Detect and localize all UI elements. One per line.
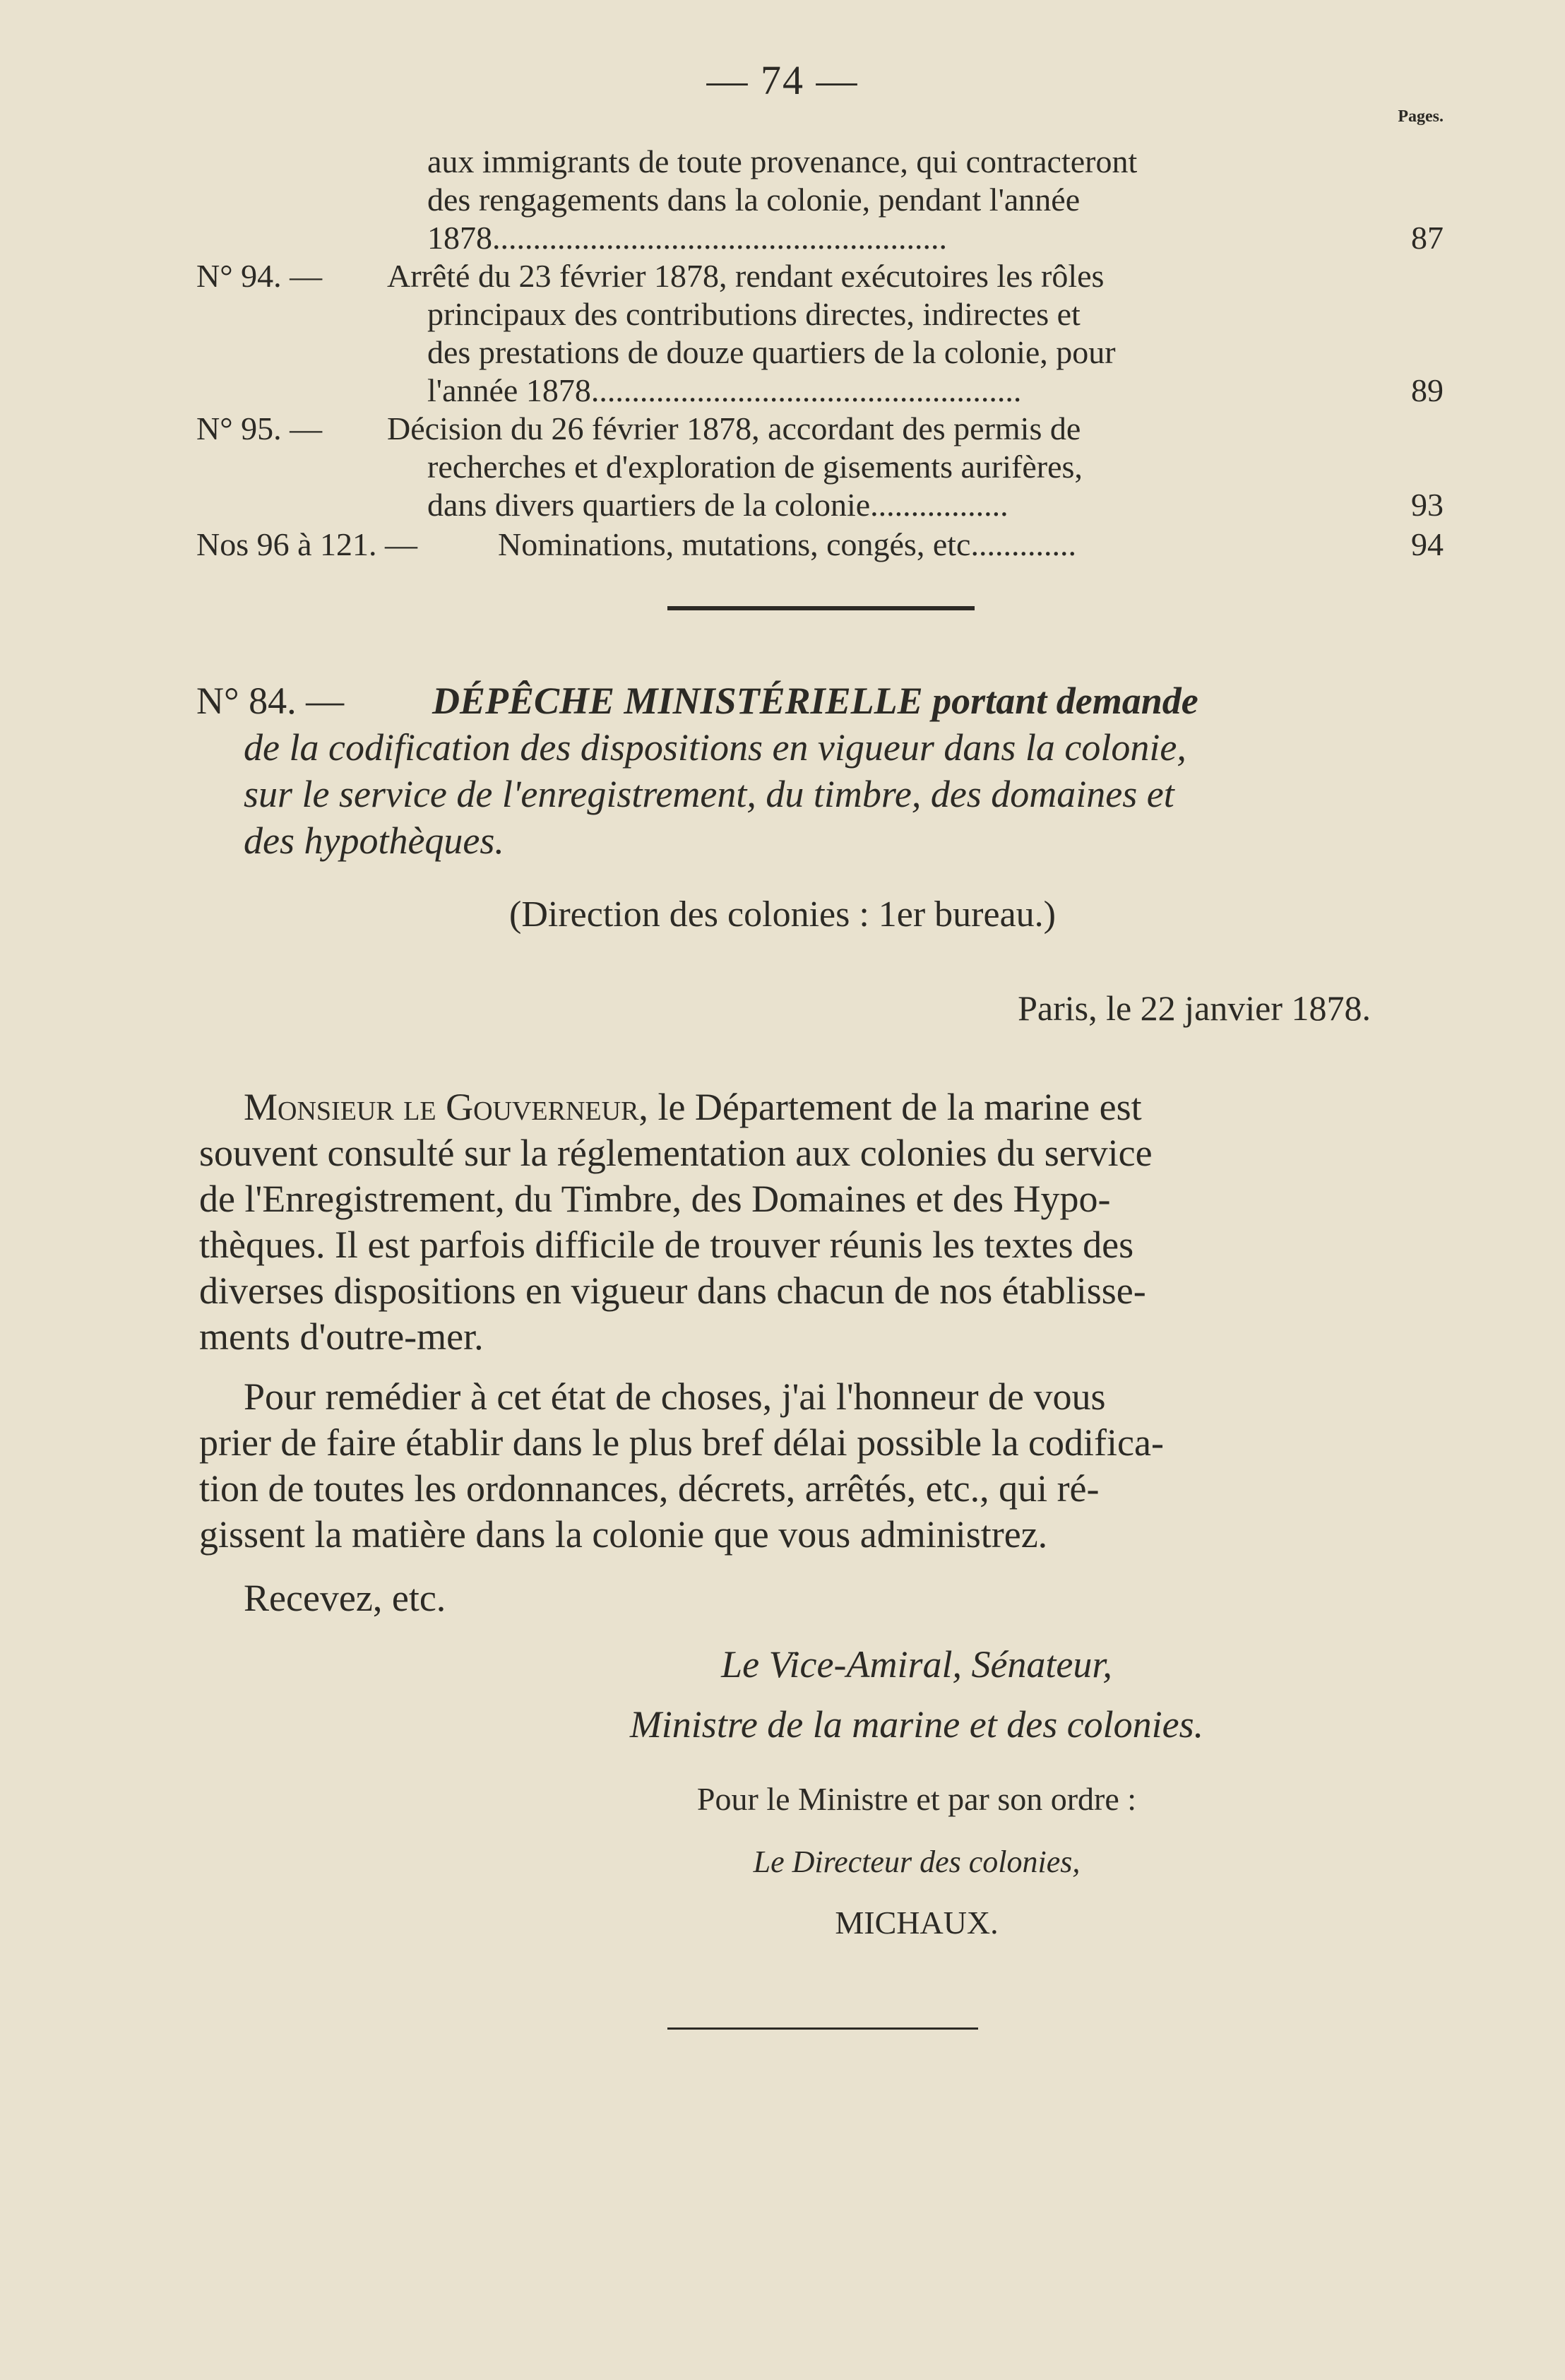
toc-page-ref: 93 bbox=[1411, 487, 1444, 523]
toc-line: Nominations, mutations, congés, etc............. bbox=[498, 526, 1076, 562]
heading-line: DÉPÊCHE MINISTÉRIELLE portant demande bbox=[432, 680, 1198, 722]
toc-line: principaux des contributions directes, indirectes et bbox=[427, 296, 1081, 332]
toc-entry-number: Nos 96 à 121. — bbox=[196, 526, 418, 562]
salutation: Monsieur le Gouverneur, bbox=[244, 1086, 648, 1128]
signature-delegation: Pour le Ministre et par son ordre : bbox=[696, 1781, 1137, 1817]
body-line: le Département de la marine est bbox=[657, 1086, 1142, 1128]
heading-number: N° 84. — bbox=[196, 680, 345, 722]
toc-line: 1878........................................................ bbox=[427, 220, 947, 256]
toc-line: Décision du 26 février 1878, accordant des permis de bbox=[387, 410, 1081, 446]
body-line: thèques. Il est parfois difficile de trouver réunis les textes des bbox=[199, 1224, 1134, 1266]
body-line: Pour remédier à cet état de choses, j'ai l'honneur de vous bbox=[244, 1375, 1106, 1418]
page-number: — 74 — bbox=[706, 57, 859, 103]
signature-role: Le Directeur des colonies, bbox=[753, 1845, 1081, 1879]
toc-line: Arrêté du 23 février 1878, rendant exécutoires les rôles bbox=[387, 258, 1105, 294]
body-line: gissent la matière dans la colonie que vous administrez. bbox=[199, 1513, 1048, 1556]
toc-line: des rengagements dans la colonie, pendant l'année bbox=[427, 182, 1081, 218]
toc-line: l'année 1878..................................................... bbox=[427, 372, 1022, 408]
date-line: Paris, le 22 janvier 1878. bbox=[1018, 988, 1371, 1028]
toc-line: aux immigrants de toute provenance, qui contracteront bbox=[427, 143, 1138, 179]
signature-office: Ministre de la marine et des colonies. bbox=[629, 1703, 1204, 1746]
body-line: souvent consulté sur la réglementation aux colonies du service bbox=[199, 1132, 1153, 1174]
signature-name: MICHAUX. bbox=[835, 1905, 999, 1941]
toc-page-ref: 87 bbox=[1411, 220, 1444, 256]
toc-line: recherches et d'exploration de gisements aurifères, bbox=[427, 449, 1083, 485]
toc-entry-number: N° 95. — bbox=[196, 410, 323, 446]
direction-line: (Direction des colonies : 1er bureau.) bbox=[509, 894, 1056, 935]
toc-page-ref: 94 bbox=[1411, 526, 1444, 562]
toc-line: des prestations de douze quartiers de la colonie, pour bbox=[427, 334, 1116, 370]
heading-line: des hypothèques. bbox=[244, 819, 504, 862]
toc-entry-number: N° 94. — bbox=[196, 258, 323, 294]
pages-column-label: Pages. bbox=[1398, 107, 1444, 126]
closing-rule bbox=[667, 2027, 978, 2030]
toc-page-ref: 89 bbox=[1411, 372, 1444, 408]
toc-line: dans divers quartiers de la colonie................. bbox=[427, 487, 1008, 523]
body-line: diverses dispositions en vigueur dans chacun de nos établisse- bbox=[199, 1269, 1146, 1312]
body-line: de l'Enregistrement, du Timbre, des Domaines et des Hypo- bbox=[199, 1178, 1111, 1220]
signature-title: Le Vice-Amiral, Sénateur, bbox=[721, 1643, 1112, 1686]
body-line: ments d'outre-mer. bbox=[199, 1315, 484, 1358]
heading-line: de la codification des dispositions en vigueur dans la colonie, bbox=[244, 726, 1186, 769]
heading-line: sur le service de l'enregistrement, du timbre, des domaines et bbox=[244, 773, 1174, 815]
body-line: tion de toutes les ordonnances, décrets, arrêtés, etc., qui ré- bbox=[199, 1467, 1100, 1510]
section-divider bbox=[667, 606, 975, 610]
body-line: prier de faire établir dans le plus bref délai possible la codifica- bbox=[199, 1421, 1164, 1464]
closing-line: Recevez, etc. bbox=[244, 1577, 446, 1619]
